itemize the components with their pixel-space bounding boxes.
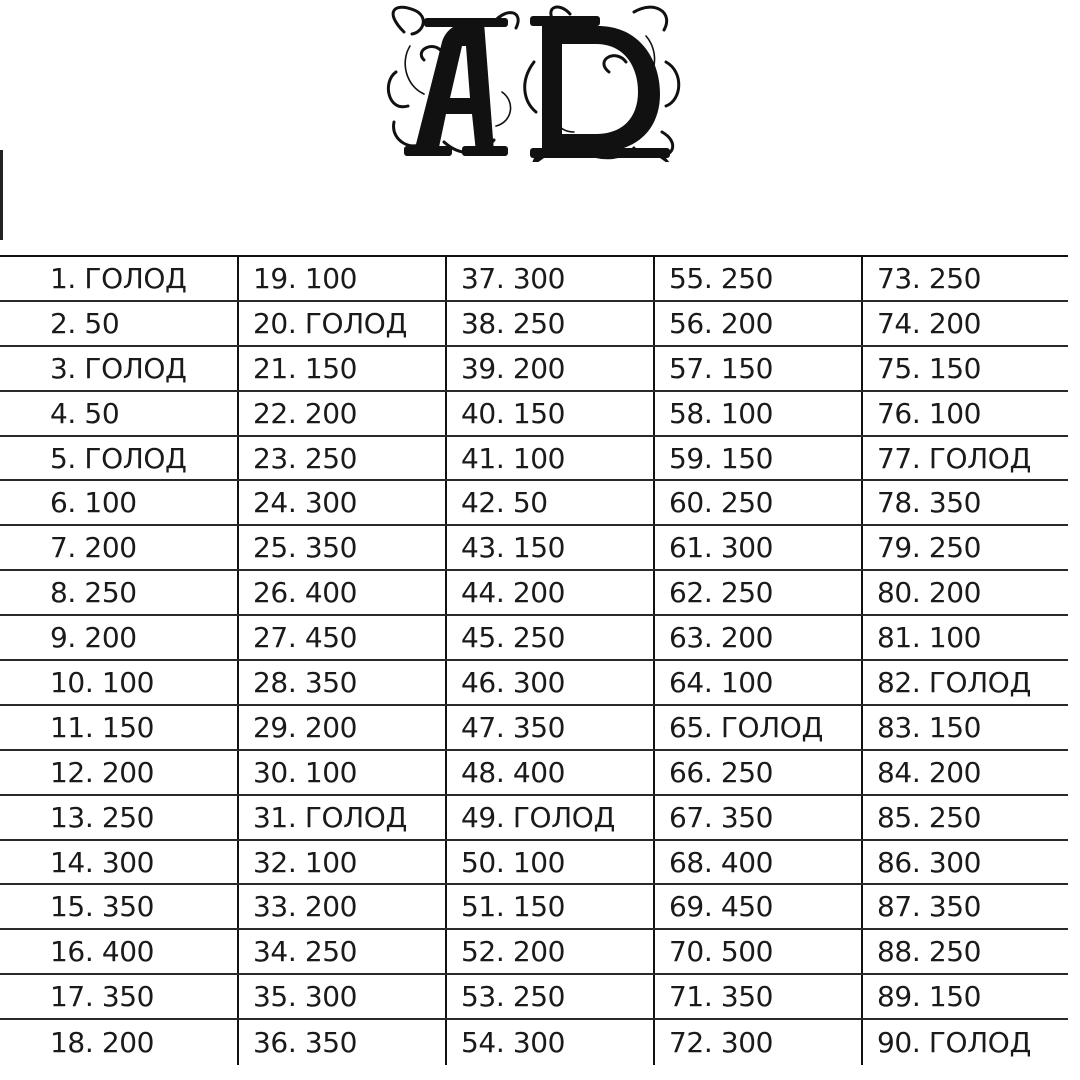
table-cell: 60. 250 — [653, 481, 861, 524]
table-cell: 43. 150 — [445, 526, 653, 569]
table-cell: 46. 300 — [445, 661, 653, 704]
table-cell: 35. 300 — [237, 975, 445, 1018]
ornate-monogram-logo — [384, 2, 686, 162]
table-row — [0, 930, 1068, 975]
table-cell: 18. 200 — [50, 1026, 155, 1060]
table-cell: 4. 50 — [50, 396, 120, 430]
table-cell: 38. 250 — [445, 302, 653, 345]
table-cell: 20. ГОЛОД — [237, 302, 445, 345]
table-row — [0, 526, 1068, 571]
table-cell: 86. 300 — [861, 841, 1068, 884]
table-cell: 48. 400 — [445, 751, 653, 794]
table-cell: 6. 100 — [50, 486, 137, 520]
table-row — [0, 481, 1068, 526]
table-cell: 56. 200 — [653, 302, 861, 345]
table-cell: 55. 250 — [653, 257, 861, 300]
table-cell: 27. 450 — [237, 616, 445, 659]
table-cell: 37. 300 — [445, 257, 653, 300]
table-cell: 45. 250 — [445, 616, 653, 659]
table-cell: 30. 100 — [237, 751, 445, 794]
table-cell: 88. 250 — [861, 930, 1068, 973]
table-cell: 26. 400 — [237, 571, 445, 614]
table-cell: 59. 150 — [653, 437, 861, 480]
table-cell: 7. 200 — [50, 531, 137, 565]
table-cell: 16. 400 — [50, 935, 155, 969]
table-cell: 64. 100 — [653, 661, 861, 704]
table-cell: 67. 350 — [653, 796, 861, 839]
table-cell: 84. 200 — [861, 751, 1068, 794]
table-cell: 78. 350 — [861, 481, 1068, 524]
table-cell: 2. 50 — [50, 306, 120, 340]
table-cell: 82. ГОЛОД — [861, 661, 1068, 704]
table-cell: 90. ГОЛОД — [861, 1020, 1068, 1065]
table-cell: 11. 150 — [50, 710, 155, 744]
numbered-values-table — [0, 255, 1068, 1065]
table-cell: 71. 350 — [653, 975, 861, 1018]
table-cell: 32. 100 — [237, 841, 445, 884]
table-cell: 31. ГОЛОД — [237, 796, 445, 839]
table-cell: 51. 150 — [445, 885, 653, 928]
table-cell: 72. 300 — [653, 1020, 861, 1065]
table-cell: 10. 100 — [50, 665, 155, 699]
table-row — [0, 706, 1068, 751]
table-row — [0, 437, 1068, 482]
table-cell: 62. 250 — [653, 571, 861, 614]
table-row — [0, 571, 1068, 616]
table-cell: 39. 200 — [445, 347, 653, 390]
table-cell: 3. ГОЛОД — [50, 351, 187, 385]
table-cell: 44. 200 — [445, 571, 653, 614]
table-cell: 1. ГОЛОД — [50, 261, 187, 295]
table-cell: 69. 450 — [653, 885, 861, 928]
table-cell: 24. 300 — [237, 481, 445, 524]
table-cell: 87. 350 — [861, 885, 1068, 928]
table-cell: 23. 250 — [237, 437, 445, 480]
table-row — [0, 751, 1068, 796]
table-cell: 75. 150 — [861, 347, 1068, 390]
table-cell: 12. 200 — [50, 755, 155, 789]
table-cell: 63. 200 — [653, 616, 861, 659]
table-cell: 83. 150 — [861, 706, 1068, 749]
table-cell: 15. 350 — [50, 890, 155, 924]
table-row — [0, 796, 1068, 841]
table-row — [0, 841, 1068, 886]
table-row — [0, 302, 1068, 347]
table-cell: 58. 100 — [653, 392, 861, 435]
table-cell: 85. 250 — [861, 796, 1068, 839]
table-cell: 73. 250 — [861, 257, 1068, 300]
table-cell: 76. 100 — [861, 392, 1068, 435]
table-cell: 40. 150 — [445, 392, 653, 435]
table-row — [0, 885, 1068, 930]
table-cell: 61. 300 — [653, 526, 861, 569]
table-row — [0, 347, 1068, 392]
table-cell: 47. 350 — [445, 706, 653, 749]
table-cell: 80. 200 — [861, 571, 1068, 614]
table-cell: 65. ГОЛОД — [653, 706, 861, 749]
table-cell: 13. 250 — [50, 800, 155, 834]
table-cell: 34. 250 — [237, 930, 445, 973]
table-cell: 57. 150 — [653, 347, 861, 390]
table-cell: 28. 350 — [237, 661, 445, 704]
table-row — [0, 392, 1068, 437]
table-row — [0, 257, 1068, 302]
table-cell: 68. 400 — [653, 841, 861, 884]
table-cell: 14. 300 — [50, 845, 155, 879]
table-cell: 89. 150 — [861, 975, 1068, 1018]
table-row — [0, 1020, 1068, 1065]
table-cell: 19. 100 — [237, 257, 445, 300]
table-cell: 81. 100 — [861, 616, 1068, 659]
table-cell: 41. 100 — [445, 437, 653, 480]
table-cell: 53. 250 — [445, 975, 653, 1018]
table-cell: 25. 350 — [237, 526, 445, 569]
table-cell: 77. ГОЛОД — [861, 437, 1068, 480]
table-cell: 54. 300 — [445, 1020, 653, 1065]
table-cell: 9. 200 — [50, 621, 137, 655]
table-cell: 66. 250 — [653, 751, 861, 794]
table-cell: 79. 250 — [861, 526, 1068, 569]
table-row — [0, 661, 1068, 706]
table-cell: 36. 350 — [237, 1020, 445, 1065]
table-row — [0, 975, 1068, 1020]
page-edge-mark — [0, 150, 3, 240]
table-cell: 5. ГОЛОД — [50, 441, 187, 475]
table-cell: 52. 200 — [445, 930, 653, 973]
table-cell: 8. 250 — [50, 576, 137, 610]
table-cell: 74. 200 — [861, 302, 1068, 345]
table-cell: 70. 500 — [653, 930, 861, 973]
table-row — [0, 616, 1068, 661]
table-cell: 42. 50 — [445, 481, 653, 524]
table-cell: 22. 200 — [237, 392, 445, 435]
table-cell: 50. 100 — [445, 841, 653, 884]
table-cell: 17. 350 — [50, 980, 155, 1014]
table-cell: 33. 200 — [237, 885, 445, 928]
table-cell: 21. 150 — [237, 347, 445, 390]
table-cell: 29. 200 — [237, 706, 445, 749]
table-cell: 49. ГОЛОД — [445, 796, 653, 839]
